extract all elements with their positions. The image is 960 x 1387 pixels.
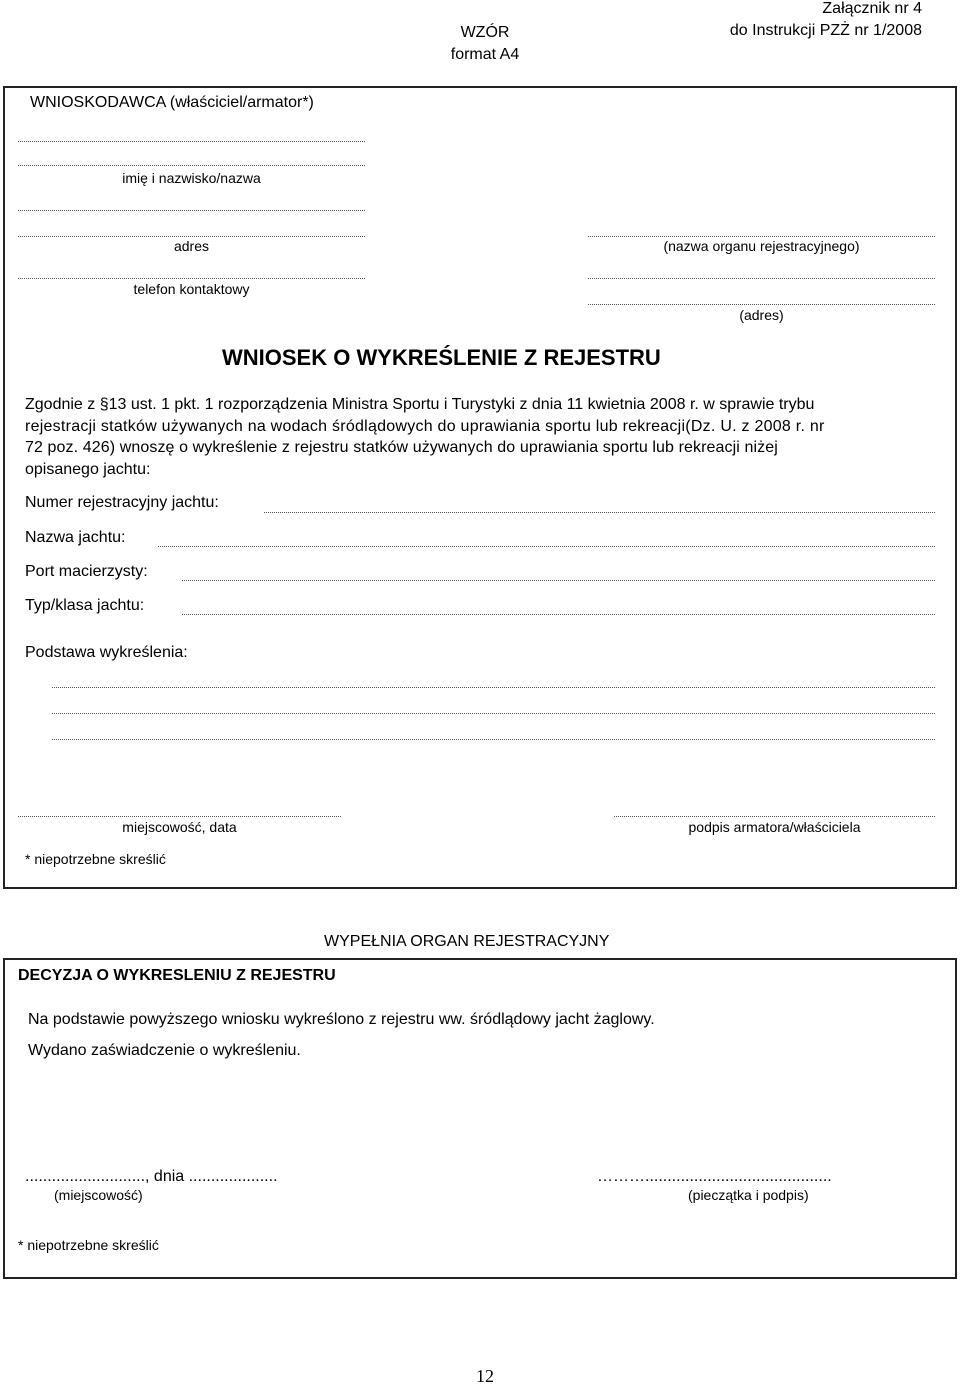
- signature-caption: podpis armatora/właściciela: [688, 819, 861, 835]
- basis-line-1[interactable]: [52, 687, 935, 688]
- body-line-2: rejestracji statków używanych na wodach śródlądowych do uprawiania sportu lub rekreacji(Dz. U. z 2008 r. nr: [25, 418, 825, 435]
- decision-line-2: Wydano zaświadczenie o wykreśleniu.: [28, 1042, 301, 1059]
- application-box: [3, 86, 957, 889]
- decision-stamp-fill[interactable]: ………..........................................: [597, 1168, 832, 1185]
- reg-number-label: Numer rejestracyjny jachtu:: [25, 494, 219, 511]
- reg-number-field[interactable]: [264, 512, 935, 513]
- applicant-title: WNIOSKODAWCA (właściciel/armator*): [30, 94, 314, 111]
- decision-box: [3, 958, 957, 1279]
- type-class-label: Typ/klasa jachtu:: [25, 597, 145, 614]
- fill-note: WYPEŁNIA ORGAN REJESTRACYJNY: [324, 933, 610, 950]
- address-caption: adres: [173, 238, 210, 254]
- footnote: * niepotrzebne skreślić: [25, 851, 166, 867]
- organ-address-line-2[interactable]: [588, 304, 935, 305]
- annex-line1: Załącznik nr 4: [822, 0, 922, 17]
- phone-caption: telefon kontaktowy: [133, 281, 250, 297]
- yacht-name-label: Nazwa jachtu:: [25, 529, 126, 546]
- home-port-field[interactable]: [182, 580, 935, 581]
- signature-line[interactable]: [614, 816, 935, 817]
- home-port-label: Port macierzysty:: [25, 563, 148, 580]
- decision-footnote: * niepotrzebne skreślić: [18, 1237, 159, 1253]
- organ-caption: (nazwa organu rejestracyjnego): [663, 238, 860, 254]
- type-class-field[interactable]: [182, 614, 935, 615]
- organ-address-line-1[interactable]: [588, 278, 935, 279]
- decision-line-1: Na podstawie powyższego wniosku wykreślono z rejestru ww. śródlądowy jacht żaglowy.: [28, 1011, 655, 1028]
- name-caption: imię i nazwisko/nazwa: [122, 170, 261, 186]
- place-date-caption: miejscowość, data: [122, 819, 237, 835]
- basis-label: Podstawa wykreślenia:: [25, 644, 188, 661]
- template-label: WZÓR: [460, 24, 510, 41]
- organ-address-caption: (adres): [739, 307, 784, 323]
- annex-line2: do Instrukcji PZŻ nr 1/2008: [729, 22, 922, 39]
- decision-stamp-caption: (pieczątka i podpis): [688, 1187, 809, 1203]
- format-label: format A4: [450, 46, 520, 63]
- form-title: WNIOSEK O WYKREŚLENIE Z REJESTRU: [222, 345, 661, 370]
- page-number: 12: [476, 1366, 494, 1386]
- basis-line-3[interactable]: [52, 739, 935, 740]
- yacht-name-field[interactable]: [158, 546, 935, 547]
- organ-name-line[interactable]: [588, 236, 935, 237]
- applicant-name-line-2[interactable]: [18, 165, 365, 166]
- body-line-4: opisanego jachtu:: [25, 461, 151, 478]
- applicant-name-line-1[interactable]: [18, 141, 365, 142]
- place-date-line[interactable]: [18, 816, 341, 817]
- body-line-3: 72 poz. 426) wnoszę o wykreślenie z rejestru statków używanych do uprawiania sportu lub rekreacji niżej: [25, 439, 778, 456]
- decision-place-fill[interactable]: ..........................., dnia ....................: [25, 1168, 278, 1185]
- applicant-phone-line[interactable]: [18, 278, 365, 279]
- decision-title: DECYZJA O WYKRESLENIU Z REJESTRU: [18, 967, 336, 984]
- applicant-address-line-1[interactable]: [18, 210, 365, 211]
- body-line-1: Zgodnie z §13 ust. 1 pkt. 1 rozporządzenia Ministra Sportu i Turystyki z dnia 11 kwietnia 2008 r. w sprawie trybu: [25, 396, 815, 413]
- basis-line-2[interactable]: [52, 713, 935, 714]
- decision-place-caption: (miejscowość): [54, 1187, 143, 1203]
- applicant-address-line-2[interactable]: [18, 236, 365, 237]
